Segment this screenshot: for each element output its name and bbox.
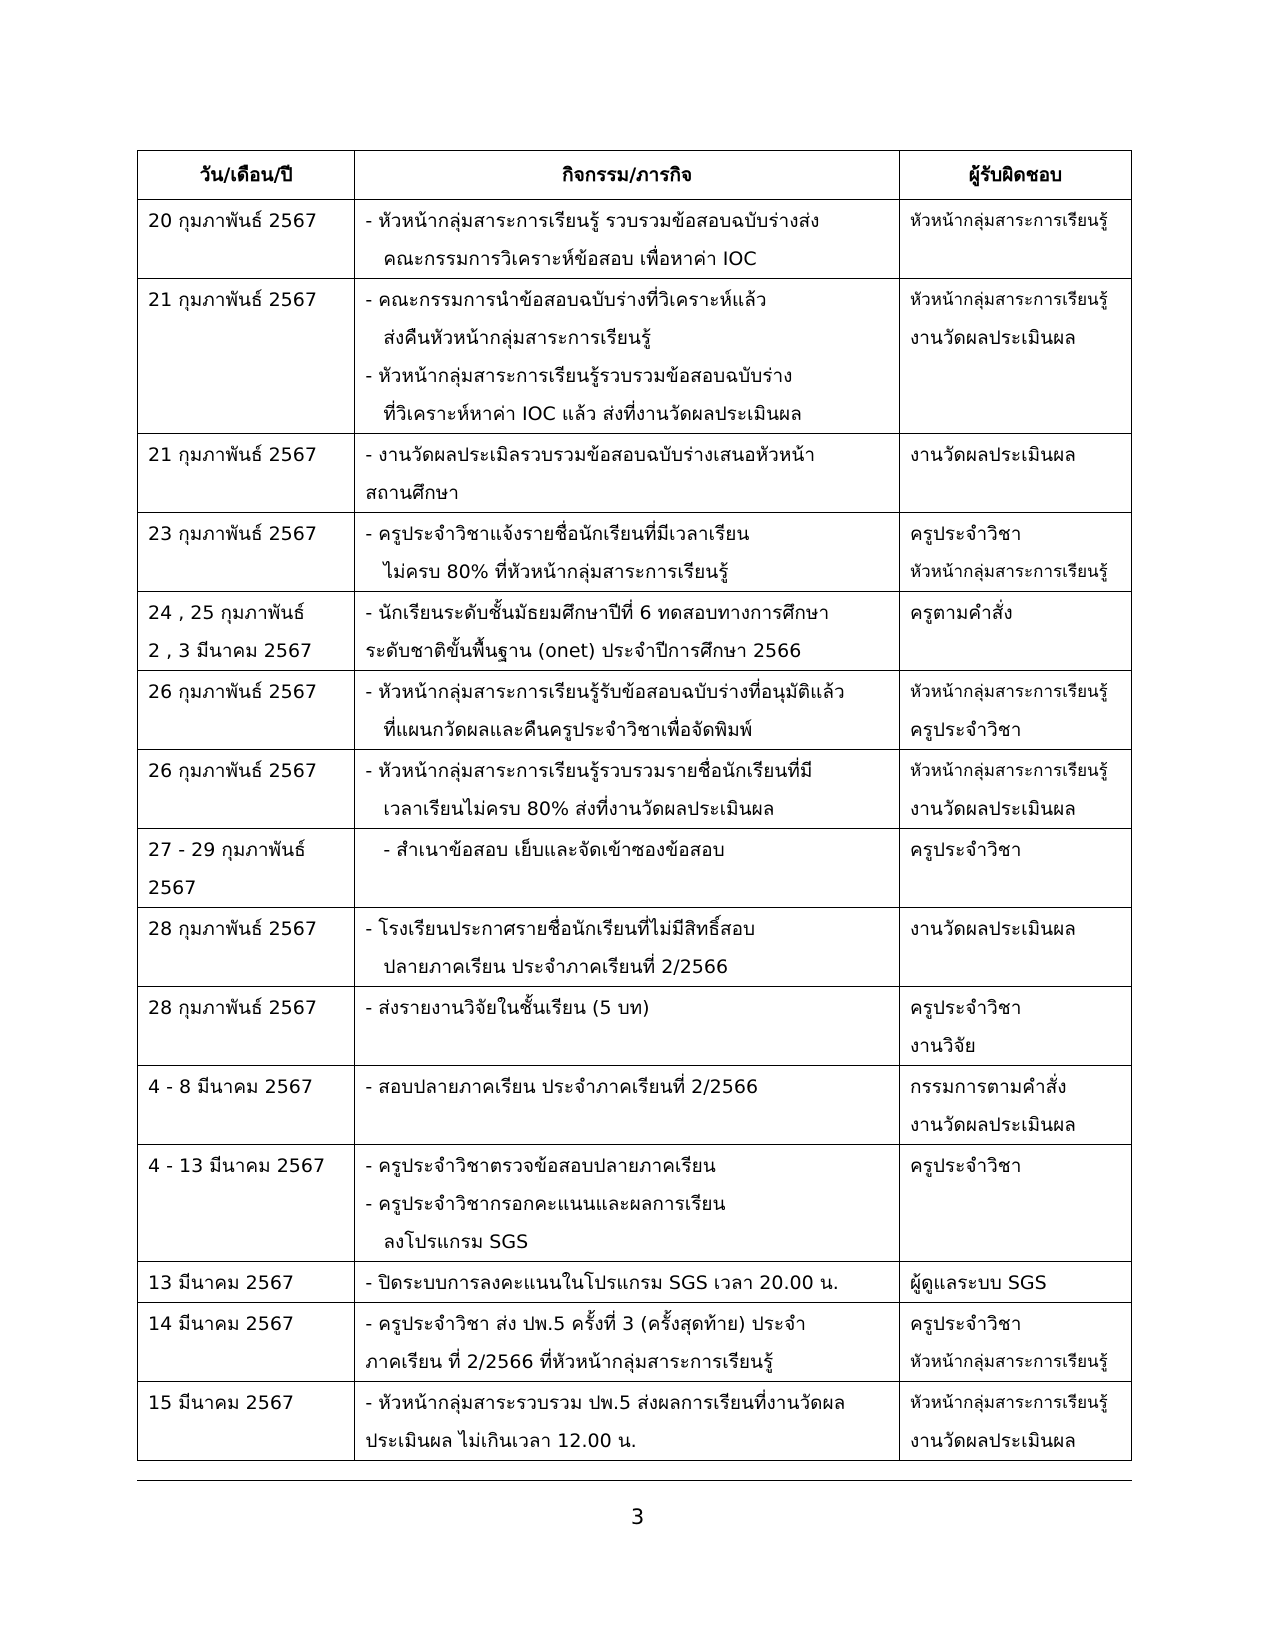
activity-cell-line: - ปิดระบบการลงคะแนนในโปรแกรม SGS เวลา 20.00 น. — [365, 1272, 839, 1294]
responsible-cell — [899, 987, 1131, 1066]
responsible-cell-line: งานวัดผลประเมินผล — [909, 327, 1076, 349]
activity-cell — [355, 1066, 900, 1145]
activity-cell — [355, 908, 900, 987]
activity-cell-line: - สอบปลายภาคเรียน ประจำภาคเรียนที่ 2/2566 — [365, 1076, 759, 1098]
footer-divider — [137, 1480, 1132, 1481]
activity-cell-line: - นักเรียนระดับชั้นมัธยมศึกษาปีที่ 6 ทดสอบทางการศึกษา — [365, 602, 830, 624]
date-cell-line: 21 กุมภาพันธ์ 2567 — [148, 289, 317, 311]
date-cell-line: 28 กุมภาพันธ์ 2567 — [148, 997, 317, 1019]
responsible-cell-line: กรรมการตามคำสั่ง — [909, 1076, 1067, 1098]
activity-cell-line: ส่งคืนหัวหน้ากลุ่มสาระการเรียนรู้ — [383, 327, 652, 349]
responsible-cell-line: หัวหน้ากลุ่มสาระการเรียนรู้ — [909, 211, 1108, 231]
date-cell — [138, 1145, 355, 1262]
date-cell-line: 27 - 29 กุมภาพันธ์ — [148, 839, 306, 861]
responsible-cell-line: งานวัดผลประเมินผล — [909, 798, 1076, 820]
page-number: 3 — [630, 1505, 645, 1529]
table-row — [138, 987, 1132, 1066]
activity-cell-line: - หัวหน้ากลุ่มสาระรวบรวม ปพ.5 ส่งผลการเรียนที่งานวัดผล — [365, 1392, 846, 1414]
activity-cell-line: - หัวหน้ากลุ่มสาระการเรียนรู้ รวบรวมข้อสอบฉบับร่างส่ง — [365, 210, 820, 232]
date-cell — [138, 592, 355, 671]
activity-cell-line: - หัวหน้ากลุ่มสาระการเรียนรู้รับข้อสอบฉบับร่างที่อนุมัติแล้ว — [365, 681, 845, 703]
responsible-cell-line: หัวหน้ากลุ่มสาระการเรียนรู้ — [909, 1393, 1108, 1413]
responsible-cell-line: งานวัดผลประเมินผล — [909, 1114, 1076, 1136]
date-cell — [138, 1303, 355, 1382]
responsible-cell-line: ครูประจำวิชา — [909, 1155, 1022, 1177]
activity-cell — [355, 1303, 900, 1382]
activity-cell — [355, 592, 900, 671]
activity-cell-line: - ครูประจำวิชา ส่ง ปพ.5 ครั้งที่ 3 (ครั้งสุดท้าย) ประจำ — [365, 1313, 806, 1335]
date-cell-line: 14 มีนาคม 2567 — [148, 1313, 295, 1335]
responsible-cell-line: งานวัดผลประเมินผล — [909, 918, 1076, 940]
date-cell — [138, 750, 355, 829]
activity-cell-line: - ส่งรายงานวิจัยในชั้นเรียน (5 บท) — [365, 997, 650, 1019]
table-row — [138, 1145, 1132, 1262]
activity-cell — [355, 1382, 900, 1461]
responsible-cell-line: ผู้ดูแลระบบ SGS — [909, 1272, 1047, 1294]
responsible-cell — [899, 200, 1131, 279]
date-cell-line: 2 , 3 มีนาคม 2567 — [148, 640, 313, 662]
header-activity: กิจกรรม/ภารกิจ — [355, 151, 900, 200]
activity-cell-line: - ครูประจำวิชาตรวจข้อสอบปลายภาคเรียน — [365, 1155, 716, 1177]
responsible-cell — [899, 279, 1131, 434]
responsible-cell-line: หัวหน้ากลุ่มสาระการเรียนรู้ — [909, 562, 1108, 582]
activity-cell-line: ระดับชาติขั้นพื้นฐาน (onet) ประจำปีการศึกษา 2566 — [365, 640, 802, 662]
responsible-cell-line: งานวัดผลประเมินผล — [909, 1430, 1076, 1452]
date-cell-line: 13 มีนาคม 2567 — [148, 1272, 295, 1294]
responsible-cell — [899, 592, 1131, 671]
activity-cell — [355, 1262, 900, 1303]
activity-cell — [355, 434, 900, 513]
table-header-row — [138, 151, 1132, 200]
date-cell — [138, 1262, 355, 1303]
activity-cell-line: ที่วิเคราะห์หาค่า IOC แล้ว ส่งที่งานวัดผลประเมินผล — [383, 403, 802, 425]
table-row — [138, 1382, 1132, 1461]
table-row — [138, 592, 1132, 671]
date-cell-line: 28 กุมภาพันธ์ 2567 — [148, 918, 317, 940]
activity-cell — [355, 200, 900, 279]
activity-cell-line: สถานศึกษา — [365, 482, 459, 504]
date-cell-line: 24 , 25 กุมภาพันธ์ — [148, 602, 305, 624]
activity-cell-line: - ครูประจำวิชากรอกคะแนนและผลการเรียน — [365, 1193, 726, 1215]
table-row — [138, 434, 1132, 513]
date-cell — [138, 671, 355, 750]
date-cell-line: 4 - 8 มีนาคม 2567 — [148, 1076, 313, 1098]
table-row — [138, 671, 1132, 750]
responsible-cell-line: ครูตามคำสั่ง — [909, 602, 1013, 624]
responsible-cell-line: งานวิจัย — [909, 1035, 976, 1057]
activity-cell — [355, 279, 900, 434]
date-cell — [138, 829, 355, 908]
activity-cell-line: ปลายภาคเรียน ประจำภาคเรียนที่ 2/2566 — [383, 956, 729, 978]
date-cell — [138, 1382, 355, 1461]
activity-cell-line: - งานวัดผลประเมิลรวบรวมข้อสอบฉบับร่างเสนอหัวหน้า — [365, 444, 816, 466]
responsible-cell-line: ครูประจำวิชา — [909, 523, 1022, 545]
responsible-cell — [899, 1145, 1131, 1262]
responsible-cell-line: งานวัดผลประเมินผล — [909, 444, 1076, 466]
responsible-cell — [899, 671, 1131, 750]
activity-cell-line: - หัวหน้ากลุ่มสาระการเรียนรู้รวบรวมข้อสอบฉบับร่าง — [365, 365, 793, 387]
activity-cell — [355, 750, 900, 829]
table-row — [138, 513, 1132, 592]
date-cell-line: 21 กุมภาพันธ์ 2567 — [148, 444, 317, 466]
date-cell — [138, 908, 355, 987]
activity-cell-line: ภาคเรียน ที่ 2/2566 ที่หัวหน้ากลุ่มสาระการเรียนรู้ — [365, 1351, 774, 1373]
date-cell-line: 23 กุมภาพันธ์ 2567 — [148, 523, 317, 545]
table-row — [138, 750, 1132, 829]
table-row — [138, 829, 1132, 908]
responsible-cell-line: หัวหน้ากลุ่มสาระการเรียนรู้ — [909, 682, 1108, 702]
date-cell — [138, 200, 355, 279]
activity-cell-line: คณะกรรมการวิเคราะห์ข้อสอบ เพื่อหาค่า IOC — [383, 248, 757, 270]
date-cell — [138, 987, 355, 1066]
activity-cell — [355, 829, 900, 908]
table-row — [138, 200, 1132, 279]
header-responsible: ผู้รับผิดชอบ — [899, 151, 1131, 200]
activity-cell-line: - สำเนาข้อสอบ เย็บและจัดเข้าซองข้อสอบ — [383, 839, 725, 861]
table-row — [138, 1262, 1132, 1303]
activity-cell — [355, 671, 900, 750]
table-row — [138, 908, 1132, 987]
table-body — [138, 200, 1132, 1461]
activity-cell-line: ลงโปรแกรม SGS — [383, 1231, 529, 1253]
date-cell-line: 20 กุมภาพันธ์ 2567 — [148, 210, 317, 232]
date-cell — [138, 1066, 355, 1145]
responsible-cell-line: หัวหน้ากลุ่มสาระการเรียนรู้ — [909, 1352, 1108, 1372]
responsible-cell-line: หัวหน้ากลุ่มสาระการเรียนรู้ — [909, 290, 1108, 310]
date-cell-line: 15 มีนาคม 2567 — [148, 1392, 295, 1414]
responsible-cell-line: หัวหน้ากลุ่มสาระการเรียนรู้ — [909, 761, 1108, 781]
responsible-cell — [899, 1303, 1131, 1382]
table-row — [138, 1303, 1132, 1382]
responsible-cell — [899, 434, 1131, 513]
responsible-cell — [899, 750, 1131, 829]
date-cell — [138, 434, 355, 513]
header-date: วัน/เดือน/ปี — [138, 151, 355, 200]
responsible-cell — [899, 1066, 1131, 1145]
responsible-cell-line: ครูประจำวิชา — [909, 1313, 1022, 1335]
activity-cell-line: - ครูประจำวิชาแจ้งรายชื่อนักเรียนที่มีเวลาเรียน — [365, 523, 750, 545]
responsible-cell-line: ครูประจำวิชา — [909, 719, 1022, 741]
schedule-table — [137, 150, 1132, 1461]
date-cell-line: 2567 — [148, 877, 197, 899]
responsible-cell — [899, 1382, 1131, 1461]
date-cell-line: 4 - 13 มีนาคม 2567 — [148, 1155, 326, 1177]
date-cell — [138, 513, 355, 592]
date-cell — [138, 279, 355, 434]
responsible-cell — [899, 1262, 1131, 1303]
activity-cell — [355, 1145, 900, 1262]
activity-cell — [355, 987, 900, 1066]
responsible-cell-line: ครูประจำวิชา — [909, 997, 1022, 1019]
date-cell-line: 26 กุมภาพันธ์ 2567 — [148, 760, 317, 782]
activity-cell-line: เวลาเรียนไม่ครบ 80% ส่งที่งานวัดผลประเมินผล — [383, 798, 775, 820]
activity-cell-line: - หัวหน้ากลุ่มสาระการเรียนรู้รวบรวมรายชื่อนักเรียนที่มี — [365, 760, 813, 782]
table-row — [138, 1066, 1132, 1145]
activity-cell-line: - คณะกรรมการนำข้อสอบฉบับร่างที่วิเคราะห์แล้ว — [365, 289, 767, 311]
table-row — [138, 279, 1132, 434]
responsible-cell-line: ครูประจำวิชา — [909, 839, 1022, 861]
responsible-cell — [899, 908, 1131, 987]
responsible-cell — [899, 829, 1131, 908]
activity-cell-line: ไม่ครบ 80% ที่หัวหน้ากลุ่มสาระการเรียนรู้ — [383, 561, 729, 583]
activity-cell-line: ประเมินผล ไม่เกินเวลา 12.00 น. — [365, 1430, 637, 1452]
activity-cell-line: - โรงเรียนประกาศรายชื่อนักเรียนที่ไม่มีสิทธิ์สอบ — [365, 918, 756, 940]
activity-cell — [355, 513, 900, 592]
date-cell-line: 26 กุมภาพันธ์ 2567 — [148, 681, 317, 703]
activity-cell-line: ที่แผนกวัดผลและคืนครูประจำวิชาเพื่อจัดพิมพ์ — [383, 719, 753, 741]
responsible-cell — [899, 513, 1131, 592]
